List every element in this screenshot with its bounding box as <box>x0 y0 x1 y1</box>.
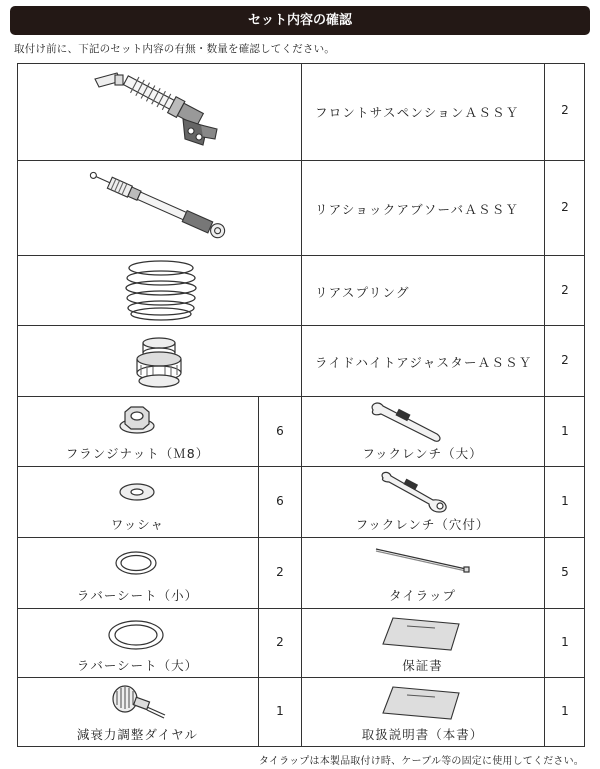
rear-spring-icon <box>117 258 207 322</box>
front-suspension-icon <box>87 67 227 157</box>
footnote: タイラップは本製品取付け時、ケーブル等の固定に使用してください。 <box>258 756 584 767</box>
item-quantity: 2 <box>561 200 569 214</box>
item-quantity: 1 <box>561 494 569 508</box>
item-quantity: 2 <box>276 635 284 649</box>
contents-table <box>17 63 585 747</box>
table-row <box>17 255 585 325</box>
item-name: ラバーシート（小） <box>76 588 199 603</box>
item-quantity: 6 <box>276 494 284 508</box>
item-name: フロントサスペンションＡＳＳＹ <box>315 105 520 120</box>
item-quantity: 6 <box>276 424 284 438</box>
item-name: フックレンチ（穴付） <box>355 517 490 532</box>
item-quantity: 2 <box>276 565 284 579</box>
warranty-card-icon <box>377 616 467 652</box>
table-row <box>17 160 585 255</box>
washer-icon <box>117 480 157 504</box>
table-row <box>17 325 585 396</box>
intro-text: 取付け前に、下記のセット内容の有無・数量を確認してください。 <box>14 43 335 55</box>
item-quantity: 2 <box>561 103 569 117</box>
item-quantity: 1 <box>276 704 284 718</box>
item-quantity: 2 <box>561 283 569 297</box>
cable-tie-icon <box>372 545 472 575</box>
manual-icon <box>377 685 467 721</box>
item-name: ワッシャ <box>110 517 165 532</box>
item-quantity: 2 <box>561 353 569 367</box>
hook-wrench-large-icon <box>367 400 447 444</box>
item-name: 減衰力調整ダイヤル <box>76 727 199 742</box>
item-quantity: 5 <box>561 565 569 579</box>
ride-height-adjuster-icon <box>129 333 189 389</box>
item-name: リアショックアブソーバＡＳＳＹ <box>315 202 520 217</box>
table-row <box>17 466 585 537</box>
item-name: タイラップ <box>388 588 456 603</box>
page-header <box>10 6 590 35</box>
damping-dial-icon <box>109 683 169 723</box>
item-quantity: 1 <box>561 424 569 438</box>
table-row <box>17 677 585 746</box>
item-name: ラバーシート（大） <box>76 658 199 673</box>
item-name: フックレンチ（大） <box>362 446 483 461</box>
item-name: ライドハイトアジャスターＡＳＳＹ <box>315 355 533 370</box>
page-title: セット内容の確認 <box>247 13 352 28</box>
rubber-seat-large-icon <box>106 618 166 652</box>
item-name: 取扱説明書（本書） <box>361 727 484 742</box>
item-quantity: 1 <box>561 704 569 718</box>
item-name: リアスプリング <box>315 285 410 300</box>
table-row <box>17 396 585 466</box>
rubber-seat-small-icon <box>113 549 159 577</box>
item-quantity: 1 <box>561 635 569 649</box>
item-name: 保証書 <box>402 658 443 673</box>
hook-wrench-hole-icon <box>377 470 457 514</box>
flange-nut-icon <box>117 404 157 438</box>
table-row <box>17 608 585 677</box>
rear-shock-absorber-icon <box>82 162 232 252</box>
table-row <box>17 537 585 608</box>
table-row <box>17 63 585 160</box>
item-name: フランジナット（Ｍ8） <box>65 446 210 461</box>
